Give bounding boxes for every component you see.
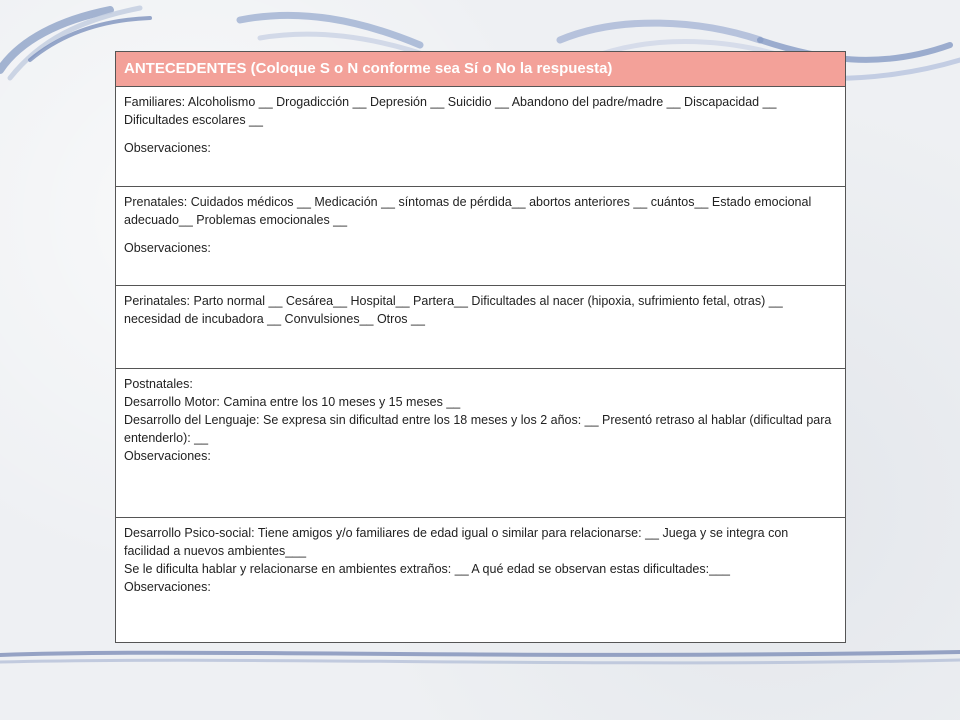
familiares-text: Familiares: Alcoholismo __ Drogadicción __ Depresión __ Suicidio __ Abandono del padre/madre __ Discapacidad __ Dificultades escolares __ [124, 95, 777, 127]
section-perinatales [116, 286, 845, 369]
perinatales-text: Perinatales: Parto normal __ Cesárea__ Hospital__ Partera__ Dificultades al nacer (hipoxia, sufrimiento fetal, otras) __ necesidad de incubadora __ Convulsiones__ Otros __ [124, 294, 783, 326]
psicosocial-observaciones-label: Observaciones: [124, 580, 211, 594]
postnatales-title: Postnatales: [124, 377, 193, 391]
postnatales-motor-text: Desarrollo Motor: Camina entre los 10 meses y 15 meses __ [124, 395, 461, 409]
section-prenatales [116, 187, 845, 286]
prenatales-observaciones-label: Observaciones: [124, 241, 211, 255]
postnatales-observaciones-label: Observaciones: [124, 449, 211, 463]
section-familiares [116, 87, 845, 187]
section-postnatales [116, 369, 845, 518]
prenatales-text: Prenatales: Cuidados médicos __ Medicación __ síntomas de pérdida__ abortos anteriores __ cuántos__ Estado emocional adecuado__ Problemas emocionales __ [124, 195, 812, 227]
section-psicosocial [116, 518, 845, 644]
psicosocial-text2: Se le dificulta hablar y relacionarse en ambientes extraños: __ A qué edad se observan estas dificultades:___ [124, 562, 730, 576]
familiares-observaciones-label: Observaciones: [124, 141, 211, 155]
postnatales-lenguaje-text: Desarrollo del Lenguaje: Se expresa sin dificultad entre los 18 meses y los 2 años: __ Presentó retraso al hablar (dificultad para entenderlo): __ [124, 413, 832, 445]
psicosocial-text: Desarrollo Psico-social: Tiene amigos y/o familiares de edad igual o similar para relacionarse: __ Juega y se integra con facilidad a nuevos ambientes___ [124, 526, 789, 558]
antecedentes-form [115, 51, 846, 643]
form-header-title: ANTECEDENTES (Coloque S o N conforme sea Sí o No la respuesta) [116, 52, 845, 87]
